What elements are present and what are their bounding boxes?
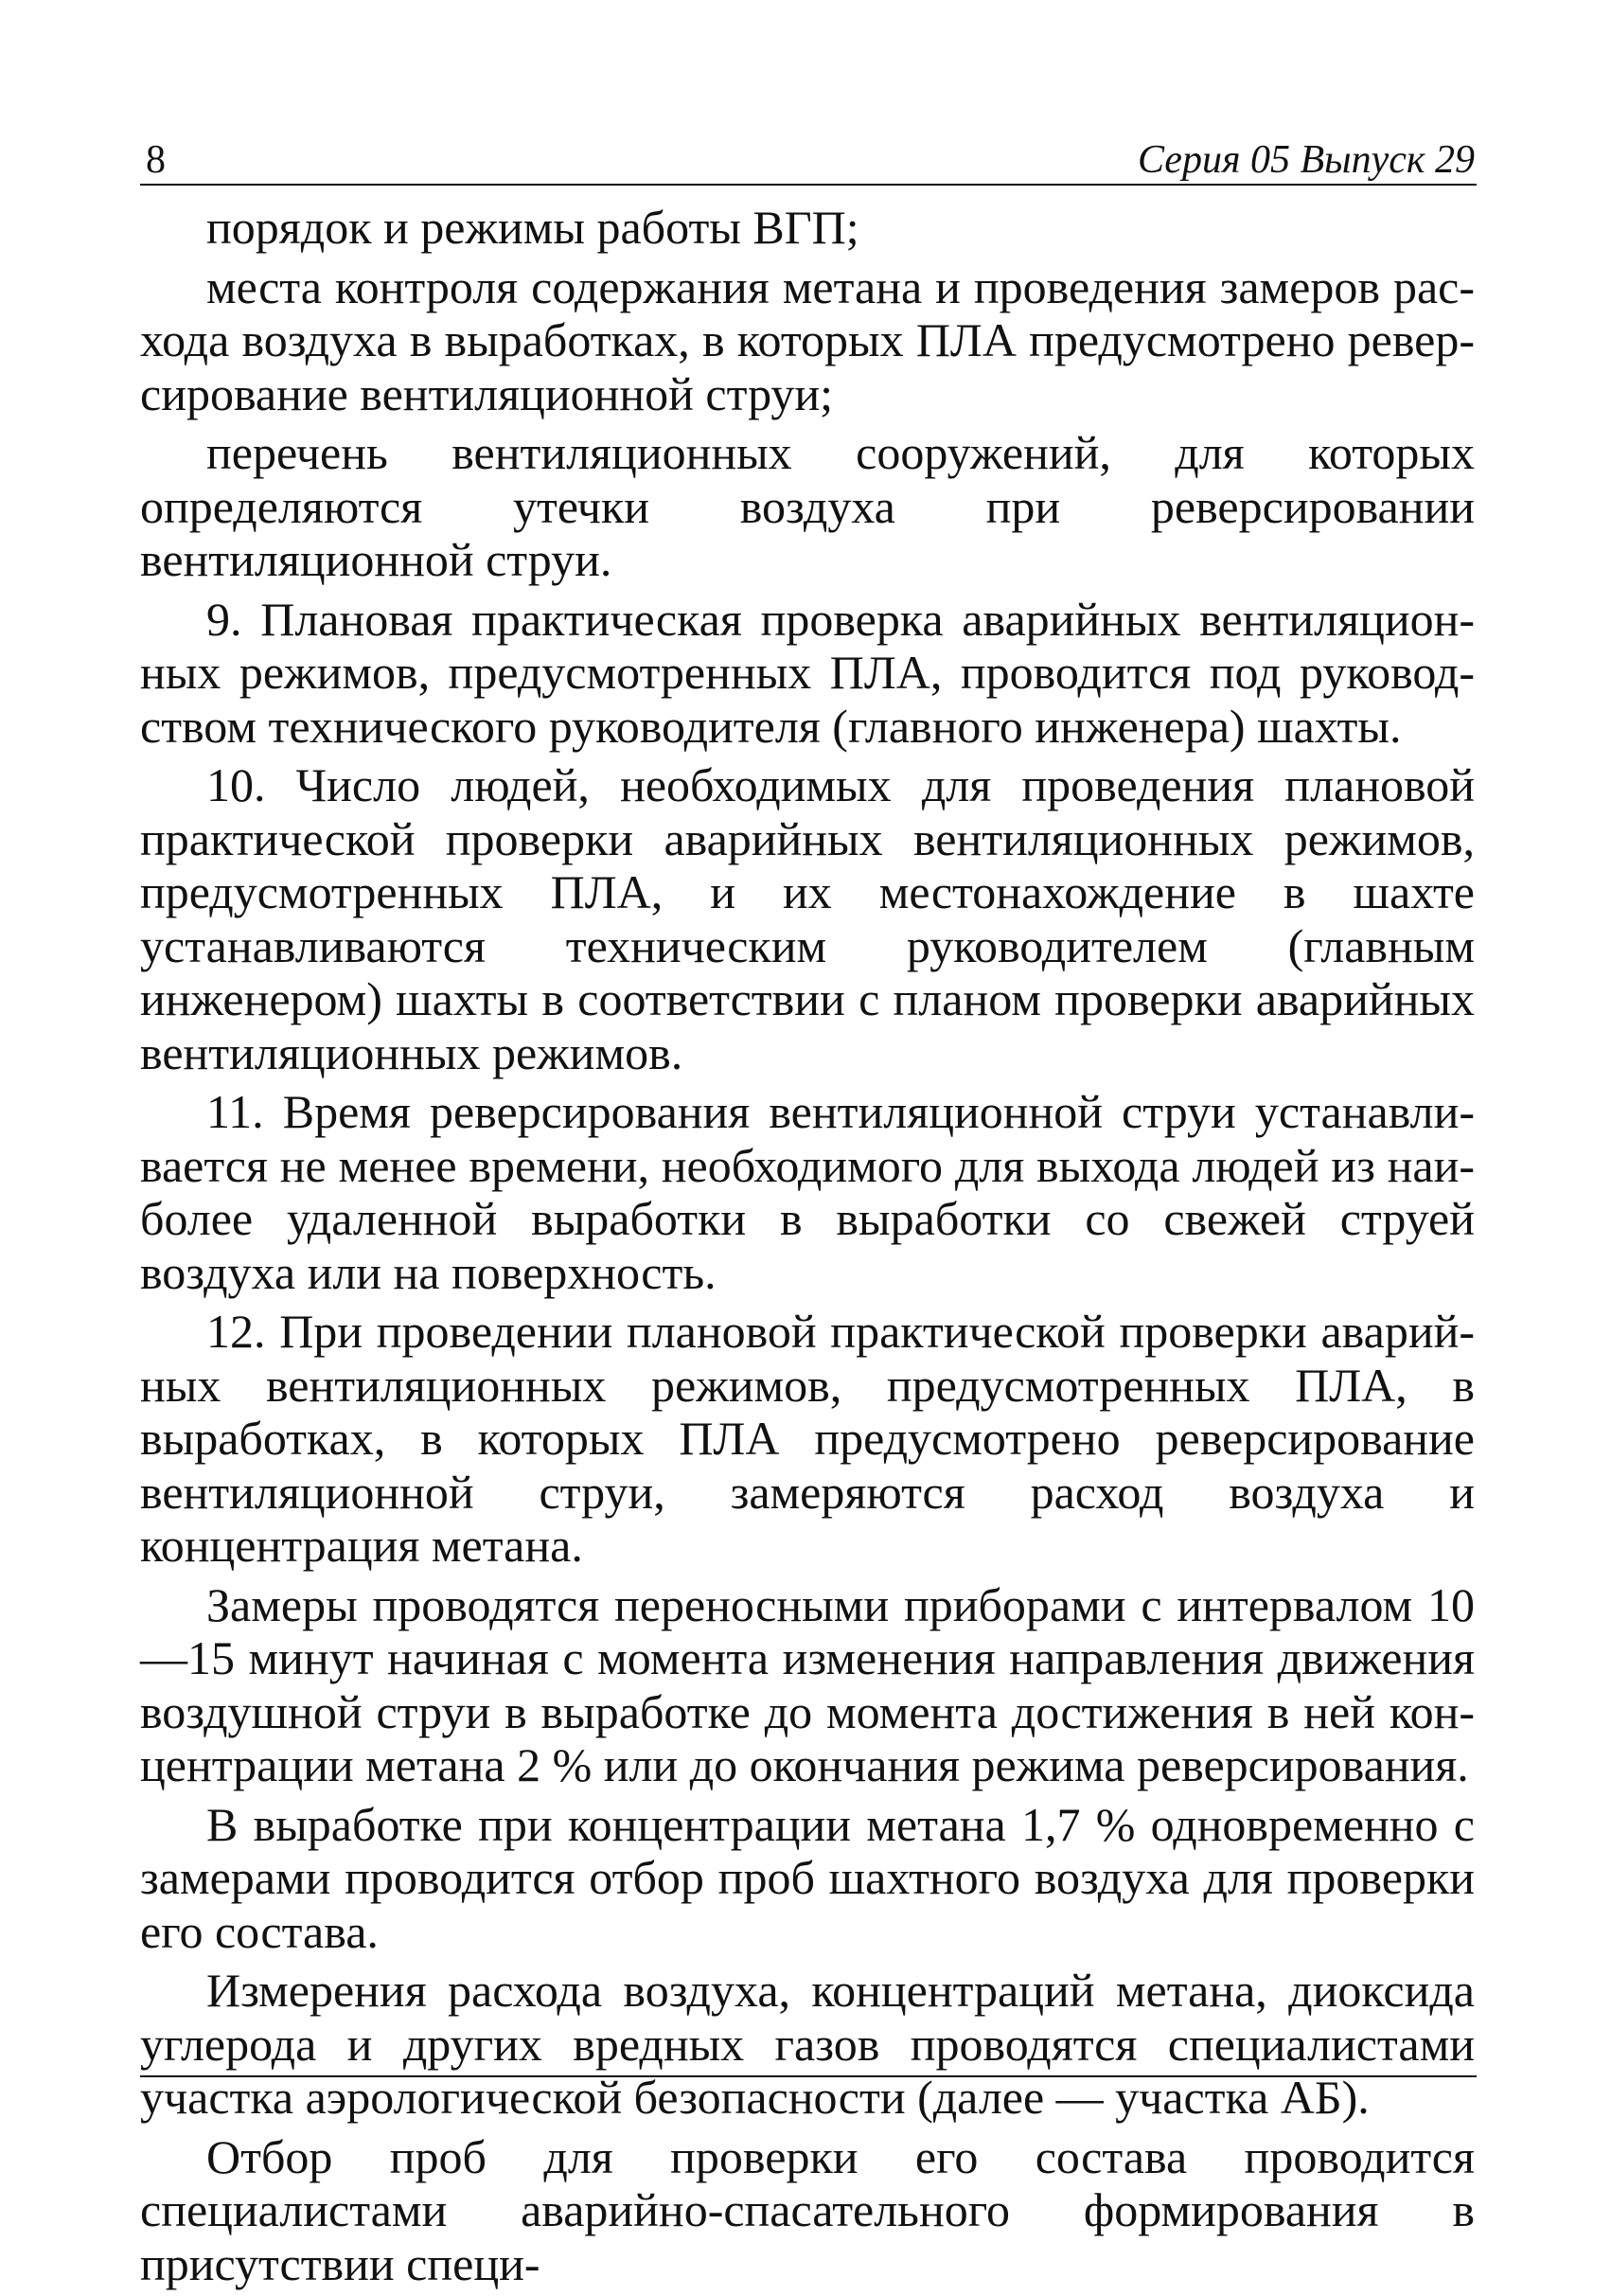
paragraph: места контроля содержания метана и проведения замеров расхода воздуха в выработках, в которых ПЛА предусмотрено реверсирование вентиляционной струи; xyxy=(140,259,1475,420)
paragraph-item-10: 10. Число людей, необходимых для проведения плановой практической проверки аварийных вентиляционных режимов, предусмотренных ПЛА, и их местонахождение в шахте устанавливаются техническим руководителем (главным инженером) шахты в соответствии с планом проверки аварийных вентиляционных режимов. xyxy=(140,758,1475,1079)
paragraph-item-11: 11. Время реверсирования вентиляционной струи устанавливается не менее времени, необходимого для выхода людей из наиболее удаленной выработки в выработки со свежей струей воздуха или на поверхность. xyxy=(140,1085,1475,1299)
paragraph: Измерения расхода воздуха, концентраций метана, диоксида углерода и других вредных газов проводятся специалистами участка аэрологической безопасности (далее — участка АБ). xyxy=(140,1964,1475,2124)
footer-rule xyxy=(140,2075,1477,2077)
body-text xyxy=(140,201,1475,2296)
paragraph: Отбор проб для проверки его состава проводится специалистами аварийно-спасательного формирования в присутствии специ- xyxy=(140,2129,1475,2290)
page-number: 8 xyxy=(146,138,166,182)
paragraph: Замеры проводятся переносными приборами с интервалом 10—15 минут начиная с момента изменения направления движения воздушной струи в выработке до момента достижения в ней концентрации метана 2 % или до окончания режима реверсирования. xyxy=(140,1577,1475,1791)
paragraph: перечень вентиляционных сооружений, для которых определяются утечки воздуха при реверсировании вентиляционной струи. xyxy=(140,426,1475,586)
page-header xyxy=(140,131,1477,186)
paragraph: порядок и режимы работы ВГП; xyxy=(206,201,859,254)
paragraph-item-12: 12. При проведении плановой практической проверки аварийных вентиляционных режимов, предусмотренных ПЛА, в выработках, в которых ПЛА предусмотрено реверсирование вентиляционной струи, замеряются расход воздуха и концентрация метана. xyxy=(140,1305,1475,1572)
paragraph: В выработке при концентрации метана 1,7 % одновременно с замерами проводится отбор проб шахтного воздуха для проверки его состава. xyxy=(140,1797,1475,1958)
series-title: Серия 05 Выпуск 29 xyxy=(1138,138,1475,182)
paragraph-item-9: 9. Плановая практическая проверка аварийных вентиляционных режимов, предусмотренных ПЛА, проводится под руководством технического руководителя (главного инженера) шахты. xyxy=(140,592,1475,753)
